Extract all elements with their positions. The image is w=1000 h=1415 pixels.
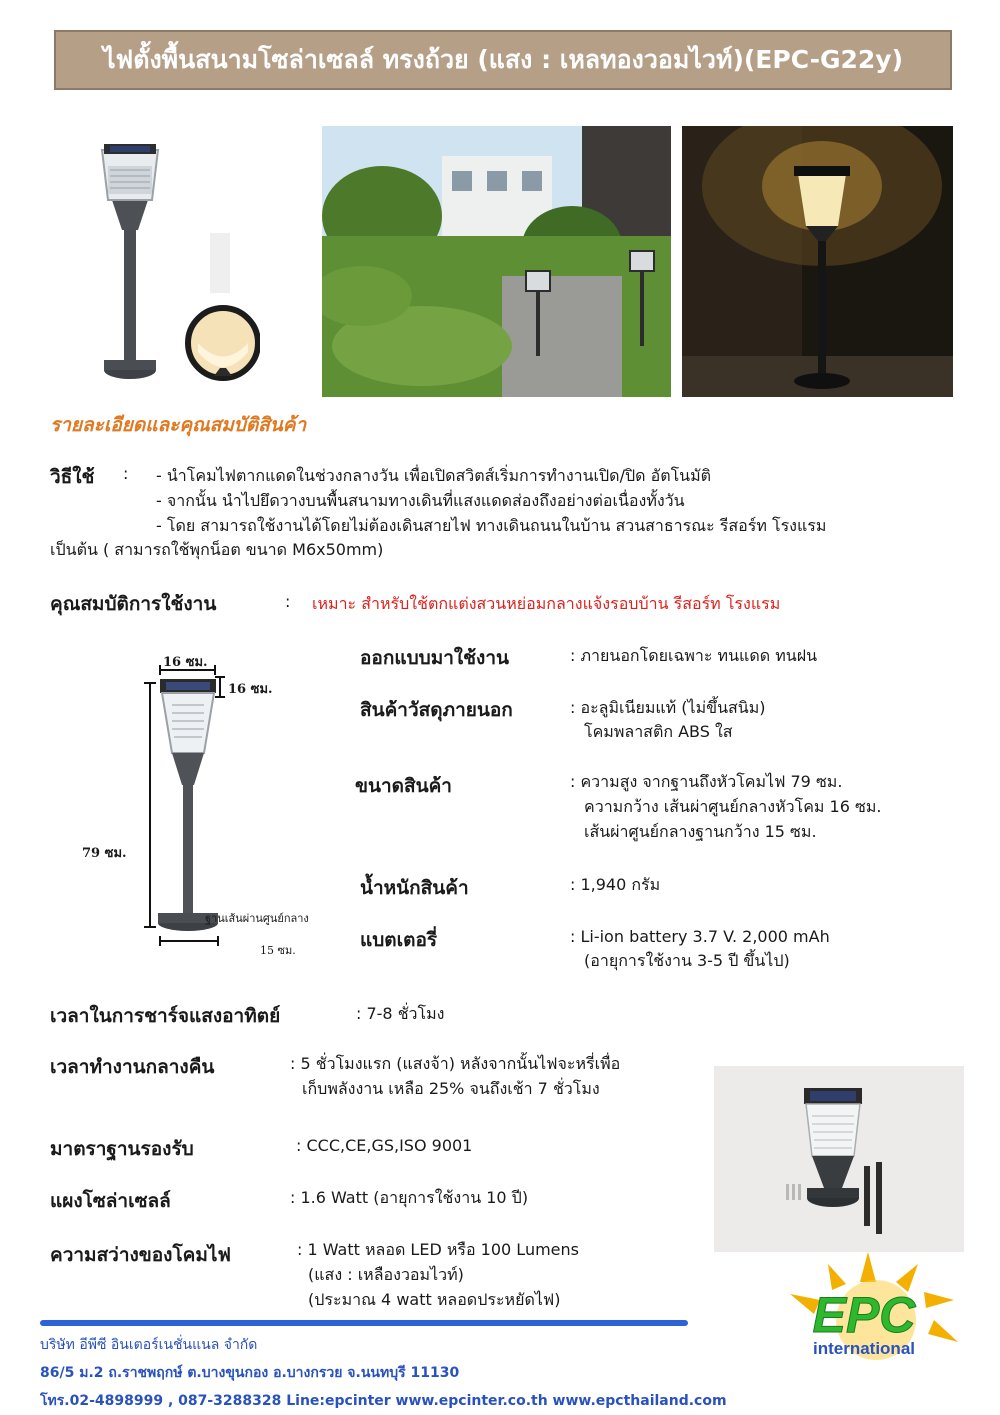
night-lamp-photo	[682, 126, 953, 397]
product-photo	[60, 130, 260, 395]
charge-value: : 7-8 ชั่วโมง	[356, 1004, 445, 1023]
diagram-height: 79 ซม.	[82, 846, 127, 861]
spec-battery-value-1: : Li-ion battery 3.7 V. 2,000 mAh	[570, 927, 830, 946]
brightness-value-3: (ประมาณ 4 watt หลอดประหยัดไฟ)	[308, 1290, 561, 1309]
standard-value: : CCC,CE,GS,ISO 9001	[296, 1136, 473, 1155]
usage-colon: :	[123, 464, 129, 483]
property-value: เหมาะ สำหรับใช้ตกแต่งสวนหย่อมกลางแจ้งรอบบ้าน รีสอร์ท โรงแรม	[312, 594, 781, 613]
brightness-value-1: : 1 Watt หลอด LED หรือ 100 Lumens	[297, 1240, 579, 1259]
logo-brand: EPC	[812, 1287, 916, 1343]
diagram-base-note: ฐานเส้นผ่านศูนย์กลาง	[205, 912, 309, 925]
spec-size-value-3: เส้นผ่าศูนย์กลางฐานกว้าง 15 ซม.	[584, 822, 817, 841]
spec-size-value-1: : ความสูง จากฐานถึงหัวโคมไฟ 79 ซม.	[570, 772, 843, 791]
garden-day-photo	[322, 126, 671, 397]
epc-logo	[768, 1252, 964, 1374]
brightness-value-2: (แสง : เหลืองวอมไวท์)	[308, 1265, 464, 1284]
package-contents-photo	[714, 1066, 964, 1252]
night-value-2: เก็บพลังงาน เหลือ 25% จนถึงเช้า 7 ชั่วโมง	[302, 1079, 600, 1098]
spec-weight-label: น้ำหนักสินค้า	[360, 877, 469, 899]
footer-address: 86/5 ม.2 ถ.ราชพฤกษ์ ต.บางขุนกอง อ.บางกรวย จ.นนทบุรี 11130	[40, 1365, 460, 1381]
usage-label: วิธีใช้	[50, 466, 95, 488]
night-label: เวลาทำงานกลางคืน	[50, 1056, 215, 1078]
usage-line-4: เป็นต้น ( สามารถใช้พุกน็อต ขนาด M6x50mm)	[50, 540, 384, 559]
usage-line-3: - โดย สามารถใช้งานได้โดยไม่ต้องเดินสายไฟ ทางเดินถนนในบ้าน สวนสาธารณะ รีสอร์ท โรงแรม	[156, 516, 827, 535]
footer-divider	[40, 1320, 688, 1326]
panel-label: แผงโซล่าเซลล์	[50, 1190, 171, 1212]
night-value-1: : 5 ชั่วโมงแรก (แสงจ้า) หลังจากนั้นไฟจะหรี่เพื่อ	[290, 1054, 621, 1073]
brightness-label: ความสว่างของโคมไฟ	[50, 1244, 231, 1266]
page-title: ไฟตั้งพื้นสนามโซล่าเซลล์ ทรงถ้วย (แสง : เหลทองวอมไวท์)(EPC-G22y)	[54, 30, 952, 90]
property-label: คุณสมบัติการใช้งาน	[50, 593, 217, 615]
spec-material-value-1: : อะลูมิเนียมแท้ (ไม่ขึ้นสนิม)	[570, 698, 766, 717]
footer-contact[interactable]: โทร.02-4898999 , 087-3288328 Line:epcinter www.epcinter.co.th www.epcthailand.com	[40, 1393, 727, 1409]
spec-material-label: สินค้าวัสดุภายนอก	[360, 699, 513, 721]
spec-material-value-2: โคมพลาสติก ABS ใส	[584, 722, 733, 741]
spec-battery-label: แบตเตอรี่	[360, 929, 438, 951]
charge-label: เวลาในการชาร์จแสงอาทิตย์	[50, 1005, 281, 1027]
standard-label: มาตราฐานรองรับ	[50, 1138, 194, 1160]
diagram-base-width: 15 ซม.	[260, 944, 296, 957]
property-colon: :	[285, 592, 291, 611]
diagram-top-width: 16 ซม.	[163, 655, 208, 670]
logo-sub: international	[812, 1339, 916, 1358]
dimension-diagram	[80, 645, 340, 950]
spec-design-label: ออกแบบมาใช้งาน	[360, 647, 509, 669]
usage-line-1: - นำโคมไฟตากแดดในช่วงกลางวัน เพื่อเปิดสวิตส์เริ่มการทำงานเปิด/ปิด อัตโนมัติ	[156, 466, 712, 485]
details-heading: รายละเอียดและคุณสมบัติสินค้า	[50, 414, 307, 436]
spec-design-value: : ภายนอกโดยเฉพาะ ทนแดด ทนฝน	[570, 646, 818, 665]
panel-value: : 1.6 Watt (อายุการใช้งาน 10 ปี)	[290, 1188, 529, 1207]
spec-size-label: ขนาดสินค้า	[355, 775, 452, 797]
spec-weight-value: : 1,940 กรัม	[570, 875, 661, 894]
diagram-head-height: 16 ซม.	[228, 682, 273, 697]
usage-line-2: - จากนั้น นำไปยึดวางบนพื้นสนามทางเดินที่แสงแดดส่องถึงอย่างต่อเนื่องทั้งวัน	[156, 491, 685, 510]
spec-size-value-2: ความกว้าง เส้นผ่าศูนย์กลางหัวโคม 16 ซม.	[584, 797, 882, 816]
spec-battery-value-2: (อายุการใช้งาน 3-5 ปี ขึ้นไป)	[584, 951, 790, 970]
footer-company: บริษัท อีพีซี อินเตอร์เนชั่นแนล จำกัด	[40, 1337, 258, 1353]
